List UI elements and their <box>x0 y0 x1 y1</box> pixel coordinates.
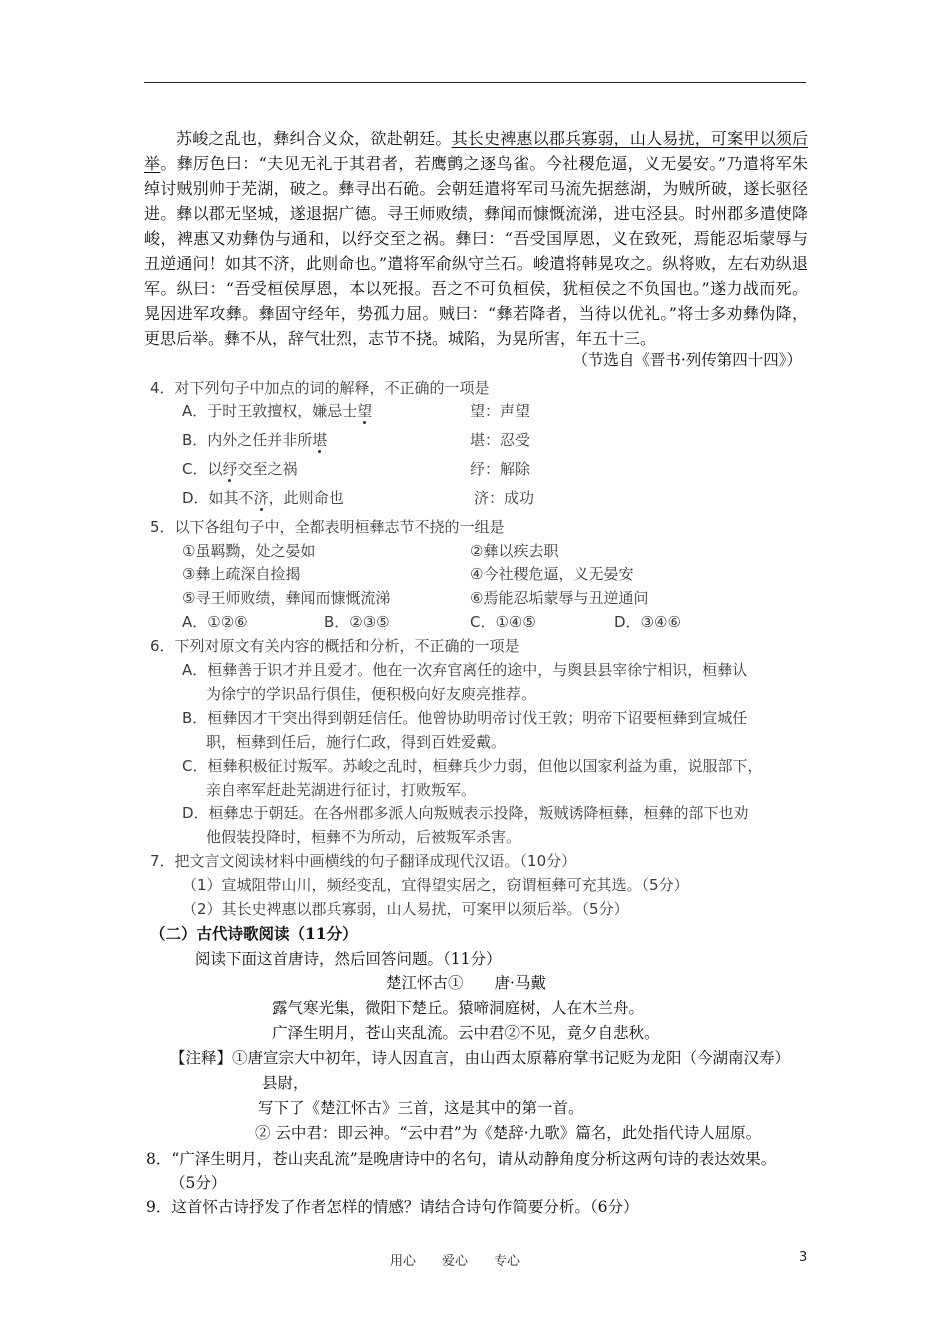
poem-note-2: ② 云中君：即云神。“云中君”为《楚辞·九歌》篇名，此处指代诗人屈原。 <box>255 1124 762 1142</box>
q7-stem: 7．把文言文阅读材料中画横线的句子翻译成现代汉语。（10分） <box>150 852 577 870</box>
q5-item-1: ①虽羁黝，处之晏如 <box>182 542 316 560</box>
page-number: 3 <box>799 1250 808 1265</box>
q6-c-line1: C．桓彝积极征讨叛军。苏峻之乱时，桓彝兵少力弱，但他以国家利益为重，说服部下， <box>182 757 763 775</box>
poem-line-2: 广泽生明月，苍山夹乱流。云中君②不见，竟夕自悲秋。 <box>272 1024 660 1042</box>
q6-b-line1: B．桓彝因才干突出得到朝廷信任。他曾协助明帝讨伐王敦；明帝下诏要桓彝到宣城任 <box>182 709 748 727</box>
q8-line1: 8．“广泽生明月，苍山夹乱流”是晚唐诗中的名句，请从动静角度分析这两句诗的表达效果。 <box>146 1150 777 1168</box>
poem-note-1-cont: 县尉， <box>262 1074 309 1092</box>
q7-item-1: （1）宣城阻带山川，频经变乱，宜得望实居之，窃谓桓彝可充其选。（5分） <box>182 876 689 894</box>
q6-c-line2: 亲自率军赶赴芜湖进行征讨，打败叛军。 <box>206 781 477 799</box>
passage-text <box>144 126 808 351</box>
q6-a-line1: A．桓彝善于识才并且爱才。他在一次弃官离任的途中，与舆县县宰徐宁相识，桓彝认 <box>182 661 748 679</box>
footer-motto: 用心 爱心 专心 <box>390 1254 521 1269</box>
q4-gloss-c: 纾：解除 <box>470 460 531 478</box>
q4-option-a: A．于时王敦擅权，嫌忌士望 <box>182 402 373 420</box>
q9-stem: 9．这首怀古诗抒发了作者怎样的情感？请结合诗句作简要分析。（6分） <box>146 1198 639 1216</box>
q4-gloss-b: 堪：忍受 <box>470 431 531 449</box>
q4-gloss-a: 望：声望 <box>470 402 531 420</box>
q4-option-b: B．内外之任并非所堪 <box>182 431 328 449</box>
q4-gloss-d: 济：成功 <box>474 489 535 507</box>
q4-option-d: D．如其不济，此则命也 <box>182 489 344 507</box>
q4-option-c: C．以纾交至之祸 <box>182 460 298 478</box>
q5-item-4: ④今社稷危逼，义无晏安 <box>470 565 634 583</box>
q5-choice-d: D．③④⑥ <box>614 613 681 631</box>
section2-title: （二）古代诗歌阅读（11分） <box>150 924 358 943</box>
header-rule <box>144 82 806 83</box>
q5-item-2: ②彝以疾去职 <box>470 542 559 560</box>
q5-stem: 5．以下各组句子中，全都表明桓彝志节不挠的一组是 <box>150 518 505 536</box>
passage-source: （节选自《晋书·列传第四十四》） <box>572 351 802 369</box>
passage-rest: 。彝厉色曰：“夫见无礼于其君者，若鹰鹯之逐鸟雀。今社稷危逼，义无晏安。”乃遣将军朱绰讨贼别帅于芜湖，破之。彝寻出石硊。会朝廷遣将军司马流先据慈湖，为贼所破，遂长驱径进。彝以郡无坚城，遂退据广德。寻王师败绩，彝闻而慷慨流涕，进屯泾县。时州郡多遣使降峻，裨惠又劝彝伪与通和，以纾交至之祸。彝曰：“吾受国厚恩，义在致死，焉能忍垢蒙辱与丑逆通问！如其不济，此则命也。”遣将军俞纵守兰石。峻遣将韩晃攻之。纵将败，左右劝纵退军。纵曰：“吾受桓侯厚恩，本以死报。吾之不可负桓侯，犹桓侯之不负国也。”遂力战而死。晃因进军攻彝。彝固守经年，势孤力屈。贼曰：“彝若降者，当待以优礼。”将士多劝彝伪降，更思后举。彝不从，辞气壮烈，志节不挠。城陷，为晃所害，年五十三。 <box>144 154 808 348</box>
q5-item-3: ③彝上疏深自捡揭 <box>182 565 301 583</box>
q6-stem: 6．下列对原文有关内容的概括和分析，不正确的一项是 <box>150 637 520 655</box>
q5-item-5: ⑤寻王师败绩，彝闻而慷慨流涕 <box>182 589 391 607</box>
q4-c-dotted-word: 纾 <box>222 460 238 478</box>
passage-intro: 苏峻之乱也，彝纠合义众，欲赴朝廷。 <box>176 129 452 148</box>
q6-a-line2: 为徐宁的学识品行俱佳，便积极向好友庾亮推荐。 <box>206 685 537 703</box>
q6-d-line2: 他假装投降时，桓彝不为所动，后被叛军杀害。 <box>206 828 522 846</box>
passage-underlined-sentence: 其长史裨惠以郡兵寡弱，山人易扰，可案甲以须后举 <box>144 129 808 173</box>
poem-note-1: 【注释】①唐宣宗大中初年，诗人因直言，由山西太原幕府掌书记贬为龙阳（今湖南汉寿） <box>170 1049 791 1067</box>
poem-title: 楚江怀古① 唐·马戴 <box>386 974 546 992</box>
q4-stem: 4．对下列句子中加点的词的解释，不正确的一项是 <box>150 379 490 397</box>
q5-item-6: ⑥焉能忍垢蒙辱与丑逆通问 <box>470 589 649 607</box>
q5-choice-a: A．①②⑥ <box>182 613 248 631</box>
q7-item-2: （2）其长史裨惠以郡兵寡弱，山人易扰，可案甲以须后举。（5分） <box>182 900 629 918</box>
q6-b-line2: 职，桓彝到任后，施行仁政，得到百姓爱戴。 <box>206 733 507 751</box>
section2-instruction: 阅读下面这首唐诗，然后回答问题。（11分） <box>195 950 502 968</box>
q4-a-dotted-word: 望 <box>357 402 373 420</box>
q4-b-dotted-word: 堪 <box>312 431 328 449</box>
q5-choice-b: B．②③⑤ <box>324 613 390 631</box>
q5-choice-c: C．①④⑤ <box>470 613 536 631</box>
q8-line2: （5分） <box>170 1174 227 1192</box>
q6-d-line1: D．桓彝忠于朝廷。在各州郡多派人向叛贼表示投降，叛贼诱降桓彝，桓彝的部下也劝 <box>182 804 749 822</box>
poem-note-1-cont2: 写下了《楚江怀古》三首，这是其中的第一首。 <box>258 1099 584 1117</box>
q4-d-dotted-word: 济 <box>253 489 269 507</box>
poem-line-1: 露气寒光集，微阳下楚丘。猿啼洞庭树，人在木兰舟。 <box>272 999 645 1017</box>
